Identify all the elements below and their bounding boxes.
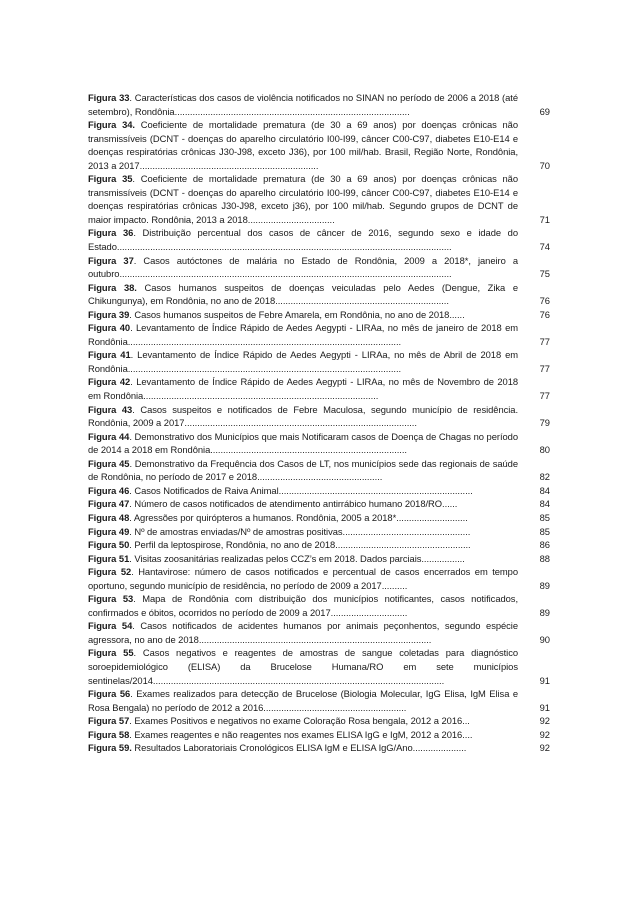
figure-caption: Coeficiente de mortalidade prematura (de 30 a 69 anos) por doenças crônicas não transmissíveis (DCNT - doenças do aparelho circulatório I00-I99, câncer C00-C97, diabetes E10-E14 e doenças respiratórias crônicas J30-J98, exceto j36), por 100 mil/hab. Segundo grupos de DCNT de maior impacto. Rondônia, 2013 a 2018.................................. (88, 173, 519, 225)
figure-separator: . (129, 457, 135, 469)
figure-separator: . (132, 403, 141, 415)
figure-label: Figura 49 (88, 525, 130, 537)
page-number: 85 (539, 525, 550, 537)
page-number: 69 (539, 105, 550, 117)
figure-separator: . (129, 308, 135, 320)
figure-separator: . (132, 173, 141, 185)
page-number: 75 (539, 268, 550, 280)
toc-entry-text (88, 484, 518, 498)
page-number: 90 (539, 633, 550, 645)
toc-entry[interactable] (88, 430, 550, 457)
toc-entry[interactable] (88, 741, 550, 755)
figure-caption: Visitas zoosanitárias realizadas pelos CCZ’s em 2018. Dados parciais................. (134, 552, 465, 564)
figure-label: Figura 46 (88, 484, 130, 496)
page-number: 86 (539, 539, 550, 551)
figure-caption: Número de casos notificados de atendimento antirrábico humano 2018/RO...... (134, 498, 458, 510)
page-number: 76 (539, 295, 550, 307)
figure-separator: . (133, 647, 143, 659)
figure-caption: Mapa de Rondônia com distribuição dos municípios notificantes, casos notificados, confirmados e óbitos, ocorridos no período de 2009 a 2017.............................. (88, 593, 519, 618)
figure-caption: Casos humanos suspeitos de Febre Amarela, em Rondônia, no ano de 2018...... (134, 308, 465, 320)
figure-caption: Nº de amostras enviadas/Nº de amostras positivas.................................................. (134, 525, 471, 537)
toc-entry-text (88, 646, 518, 687)
page-number: 91 (539, 701, 550, 713)
toc-entry[interactable] (88, 592, 550, 619)
figure-separator: . (130, 688, 137, 700)
toc-entry[interactable] (88, 484, 550, 498)
page-number: 71 (539, 213, 550, 225)
figure-label: Figura 57 (88, 715, 130, 727)
toc-entry[interactable] (88, 348, 550, 375)
figure-label: Figura 44 (88, 430, 130, 442)
figure-caption: Perfil da leptospirose, Rondônia, no ano de 2018..................................................... (134, 539, 471, 551)
figure-label: Figura 42 (88, 376, 131, 388)
toc-entry-text (88, 741, 518, 755)
figure-caption: Resultados Laboratoriais Cronológicos ELISA IgM e ELISA IgG/Ano..................... (134, 742, 467, 754)
toc-entry-text (88, 172, 518, 226)
toc-entry-text (88, 511, 518, 525)
toc-entry[interactable] (88, 511, 550, 525)
figure-caption: Características dos casos de violência notificados no SINAN no período de 2006 a 2018 (até setembro), Rondônia............................................................................................ (88, 92, 518, 117)
figure-caption: Demonstrativo dos Municípios que mais Notificaram casos de Doença de Chagas no período de 2014 a 2018 em Rondônia............................................................................. (88, 430, 518, 456)
figure-separator: . (129, 525, 135, 537)
figure-caption: Distribuição percentual dos casos de câncer de 2016, segundo sexo e idade do Estado................................................................................................................................... (88, 227, 518, 253)
toc-entry[interactable] (88, 538, 550, 552)
figure-separator: . (129, 728, 135, 740)
toc-entry[interactable] (88, 321, 550, 348)
toc-entry[interactable] (88, 728, 550, 742)
table-of-figures (88, 91, 550, 755)
figure-label: Figura 54 (88, 620, 133, 632)
toc-entry[interactable] (88, 646, 550, 687)
page-number: 79 (539, 417, 550, 429)
toc-entry[interactable] (88, 497, 550, 511)
figure-label: Figura 51 (88, 552, 130, 564)
page-number: 92 (539, 715, 550, 727)
figure-label: Figura 38. (88, 281, 137, 293)
toc-entry[interactable] (88, 619, 550, 646)
toc-entry-text (88, 321, 518, 348)
toc-entry[interactable] (88, 525, 550, 539)
figure-caption: Casos humanos suspeitos de doenças veiculadas pelo Aedes (Dengue, Zika e Chikungunya), em Rondônia, no ano de 2018.................................................................... (88, 281, 518, 307)
page-number: 84 (539, 484, 550, 496)
figure-label: Figura 59. (88, 742, 132, 754)
toc-entry[interactable] (88, 403, 550, 430)
toc-entry[interactable] (88, 457, 550, 484)
figure-separator: . (130, 349, 138, 361)
figure-separator: . (129, 484, 135, 496)
toc-entry-text (88, 619, 518, 646)
toc-entry-text (88, 525, 518, 539)
figure-label: Figura 35 (88, 173, 133, 185)
figure-label: Figura 56 (88, 688, 131, 700)
figure-separator: . (133, 227, 143, 239)
figure-caption: Exames Positivos e negativos no exame Coloração Rosa bengala, 2012 a 2016... (134, 715, 470, 727)
page-number: 88 (539, 552, 550, 564)
figure-label: Figura 33 (88, 92, 130, 103)
toc-entry[interactable] (88, 281, 550, 308)
page-number: 85 (539, 511, 550, 523)
figure-separator: . (129, 715, 135, 727)
toc-entry[interactable] (88, 308, 550, 322)
toc-entry[interactable] (88, 226, 550, 253)
figure-label: Figura 41 (88, 349, 131, 361)
toc-entry-text (88, 308, 518, 322)
figure-caption: Exames reagentes e não reagentes nos exames ELISA IgG e IgM, 2012 a 2016.... (134, 728, 473, 740)
figure-label: Figura 43 (88, 403, 133, 415)
toc-entry-text (88, 592, 518, 619)
figure-caption: Levantamento de Índice Rápido de Aedes Aegypti - LIRAa, no mês de Novembro de 2018 em Rondônia............................................................................................ (88, 376, 519, 402)
figure-label: Figura 39 (88, 308, 130, 320)
figure-label: Figura 58 (88, 728, 130, 740)
toc-entry-text (88, 497, 518, 511)
toc-entry-text (88, 457, 518, 484)
figure-separator: . (132, 620, 141, 632)
page-number: 74 (539, 241, 550, 253)
figure-label: Figura 55 (88, 647, 134, 659)
toc-entry-text (88, 281, 518, 308)
page-number: 92 (539, 742, 550, 754)
figure-separator: . (130, 322, 137, 334)
figure-label: Figura 50 (88, 539, 130, 551)
page-number: 77 (539, 362, 550, 374)
toc-entry-text (88, 226, 518, 253)
figure-caption: Casos suspeitos e notificados de Febre Maculosa, segundo município de residência. Rondônia, 2009 a 2017........................................................................................... (88, 403, 519, 429)
toc-entry-text (88, 118, 518, 172)
toc-entry[interactable] (88, 687, 550, 714)
toc-entry[interactable] (88, 91, 550, 118)
toc-entry-text (88, 552, 518, 566)
toc-entry-text (88, 254, 518, 281)
toc-entry[interactable] (88, 714, 550, 728)
figure-caption: Levantamento de Índice Rápido de Aedes Aegypti - LIRAa, no mês de Abril de 2018 em Rondônia........................................................................................................... (88, 349, 518, 374)
figure-label: Figura 47 (88, 498, 130, 510)
figure-separator: . (129, 498, 135, 510)
toc-entry-text (88, 91, 518, 118)
figure-separator: . (129, 552, 135, 564)
toc-entry-text (88, 538, 518, 552)
page-number: 84 (539, 498, 550, 510)
toc-entry-text (88, 565, 518, 592)
toc-entry-text (88, 728, 518, 742)
figure-label: Figura 36 (88, 227, 134, 239)
toc-entry-text (88, 348, 518, 375)
page-number: 76 (539, 308, 550, 320)
toc-entry-text (88, 430, 518, 457)
page-number: 77 (539, 390, 550, 402)
page-number: 89 (539, 579, 550, 591)
figure-label: Figura 40 (88, 322, 131, 334)
figure-separator: . (130, 376, 137, 388)
toc-entry[interactable] (88, 375, 550, 402)
toc-entry-text (88, 687, 518, 714)
toc-entry[interactable] (88, 172, 550, 226)
figure-caption: Casos notificados de acidentes humanos por animais peçonhentos, segundo espécie agressora, no ano de 2018........................................................................................... (88, 620, 519, 645)
toc-entry[interactable] (88, 254, 550, 281)
figure-separator: . (129, 430, 135, 442)
figure-caption: Levantamento de Índice Rápido de Aedes Aegypti - LIRAa, no mês de janeiro de 2018 em Rondônia........................................................................................................... (88, 322, 518, 347)
page-number: 92 (539, 728, 550, 740)
page-number: 89 (539, 606, 550, 618)
figure-separator: . (133, 254, 144, 266)
figure-label: Figura 37 (88, 254, 134, 266)
figure-caption: Casos negativos e reagentes de amostras de sangue coletadas para diagnóstico soroepidemiológico (ELISA) da Brucelose Humana/RO em sete municípios sentinelas/2014.................................................................................................................. (88, 647, 519, 686)
figure-caption: Casos Notificados de Raiva Animal............................................................................ (134, 484, 473, 496)
figure-caption: Hantavirose: número de casos notificados e percentual de casos encerrados em tempo oportuno, segundo município de residência, no período de 2009 a 2017.......... (88, 566, 518, 591)
figure-caption: Demonstrativo da Frequência dos Casos de LT, nos municípios sede das regionais de saúde de Rondônia, no período de 2017 e 2018................................................. (88, 457, 519, 483)
page-number: 82 (539, 471, 550, 483)
page-number: 77 (539, 335, 550, 347)
figure-caption: Exames realizados para detecção de Brucelose (Biologia Molecular, IgG Elisa, IgM Elisa e Rosa Bengala) no período de 2012 a 2016........................................................ (88, 688, 518, 713)
figure-separator (137, 282, 145, 293)
figure-label: Figura 53 (88, 593, 134, 605)
toc-entry-text (88, 375, 518, 402)
toc-entry-text (88, 714, 518, 728)
figure-label: Figura 45 (88, 457, 130, 469)
figure-caption: Casos autóctones de malária no Estado de Rondônia, 2009 a 2018*, janeiro a outubro.................................................................................................................................. (88, 254, 518, 280)
figure-label: Figura 34. (88, 119, 135, 131)
toc-entry[interactable] (88, 118, 550, 172)
figure-separator: . (129, 92, 135, 103)
figure-separator: . (133, 593, 143, 605)
toc-entry-text (88, 403, 518, 430)
figure-caption: Coeficiente de mortalidade prematura (de 30 a 69 anos) por doenças crônicas não transmissíveis (DCNT - doenças do aparelho circulatório I00-I99, câncer C00-C97, diabetes E10-E14 e doenças respiratórias crônicas J30-J98, exceto J36), por 100 mil/hab. Brasil, Região Norte, Rondônia, 2013 a 2017...................................................................... (88, 119, 518, 171)
page-number: 91 (539, 674, 550, 686)
figure-label: Figura 52 (88, 566, 132, 578)
figure-separator: . (129, 539, 135, 551)
figure-separator: . (129, 511, 134, 523)
page-number: 70 (539, 159, 550, 171)
toc-entry[interactable] (88, 565, 550, 592)
figure-caption: Agressões por quirópteros a humanos. Rondônia, 2005 a 2018*............................ (133, 511, 468, 523)
page-number: 80 (539, 444, 550, 456)
figure-label: Figura 48 (88, 511, 130, 523)
toc-entry[interactable] (88, 552, 550, 566)
figure-separator: . (131, 566, 139, 578)
